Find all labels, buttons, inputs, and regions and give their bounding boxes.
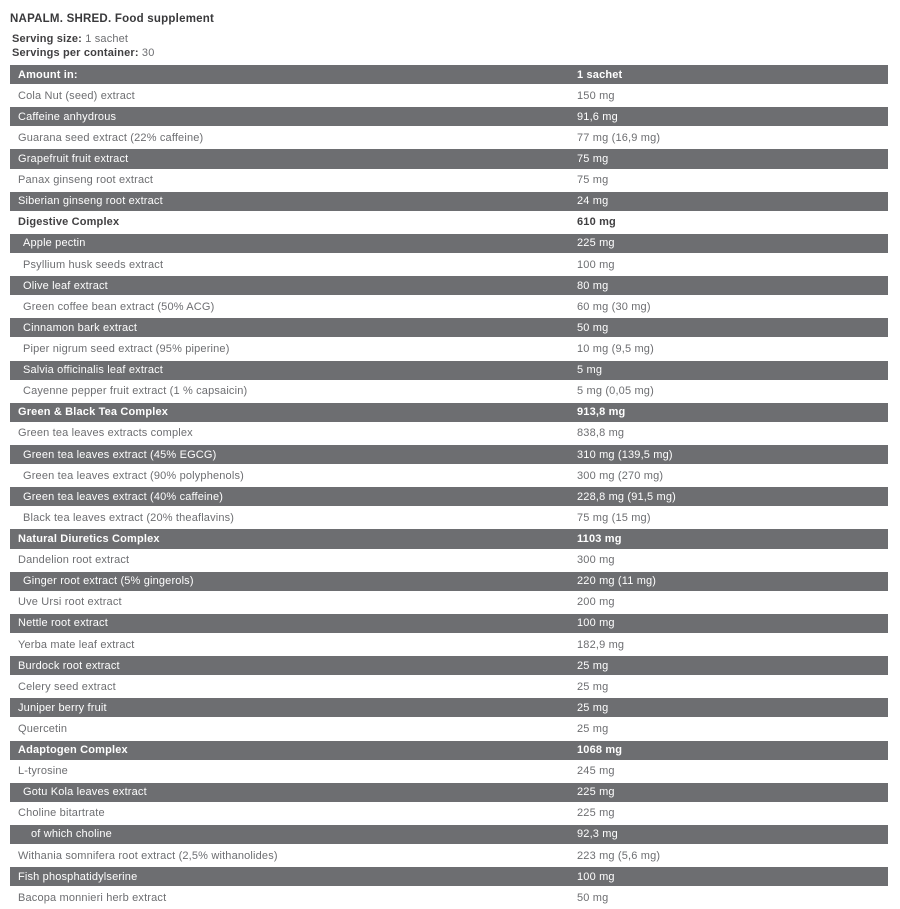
amount-value: 5 mg — [577, 364, 603, 377]
ingredient-label: Piper nigrum seed extract (95% piperine) — [23, 342, 230, 355]
amount-value: 25 mg — [577, 701, 609, 714]
amount-value: 100 mg — [577, 870, 615, 883]
table-row — [10, 571, 888, 592]
table-row — [10, 254, 888, 275]
ingredient-label: Grapefruit fruit extract — [18, 152, 129, 165]
ingredient-label: Psyllium husk seeds extract — [23, 258, 164, 271]
ingredient-label: Green & Black Tea Complex — [18, 406, 169, 419]
ingredient-label: Natural Diuretics Complex — [18, 532, 160, 545]
amount-value: 913,8 mg — [577, 406, 626, 419]
ingredient-label: Quercetin — [18, 722, 68, 735]
table-row — [10, 803, 888, 824]
amount-value: 25 mg — [577, 680, 609, 693]
table-row — [10, 170, 888, 191]
table-row — [10, 655, 888, 676]
ingredient-label: Apple pectin — [23, 237, 86, 250]
amount-value: 225 mg — [577, 237, 615, 250]
ingredient-label: L-tyrosine — [18, 765, 68, 778]
column-header-sachet: 1 sachet — [577, 68, 623, 81]
amount-value: 75 mg — [577, 174, 609, 187]
table-row — [10, 381, 888, 402]
ingredient-label: Choline bitartrate — [18, 807, 105, 820]
table-row — [10, 740, 888, 761]
ingredient-label: Caffeine anhydrous — [18, 110, 117, 123]
column-header-amount-in: Amount in: — [18, 68, 78, 81]
table-row — [10, 106, 888, 127]
table-row — [10, 465, 888, 486]
ingredient-label: Guarana seed extract (22% caffeine) — [18, 131, 204, 144]
servings-per-container-label: Servings per container: — [12, 46, 139, 59]
table-row — [10, 212, 888, 233]
table-row — [10, 360, 888, 381]
ingredient-label: Cayenne pepper fruit extract (1 % capsaicin) — [23, 385, 248, 398]
ingredient-label: Uve Ursi root extract — [18, 596, 122, 609]
table-row — [10, 296, 888, 317]
ingredient-label: Black tea leaves extract (20% theaflavins) — [23, 511, 235, 524]
amount-value: 1068 mg — [577, 744, 623, 757]
table-row — [10, 824, 888, 845]
table-row — [10, 866, 888, 887]
table-row — [10, 317, 888, 338]
amount-value: 100 mg — [577, 617, 615, 630]
servings-per-container-value: 30 — [141, 46, 155, 59]
amount-value: 24 mg — [577, 195, 609, 208]
amount-value: 1103 mg — [577, 532, 622, 545]
amount-value: 75 mg — [577, 152, 609, 165]
ingredient-label: Withania somnifera root extract (2,5% withanolides) — [18, 849, 278, 862]
table-row — [10, 423, 888, 444]
table-row — [10, 233, 888, 254]
table-row — [10, 444, 888, 465]
ingredient-label: Fish phosphatidylserine — [18, 870, 138, 883]
table-row — [10, 148, 888, 169]
ingredient-label: Green tea leaves extract (90% polyphenols) — [23, 469, 244, 482]
amount-value: 5 mg (0,05 mg) — [577, 385, 654, 398]
table-row — [10, 718, 888, 739]
amount-value: 220 mg (11 mg) — [577, 575, 657, 588]
table-row — [10, 613, 888, 634]
amount-value: 310 mg (139,5 mg) — [577, 448, 673, 461]
table-row — [10, 782, 888, 803]
amount-value: 245 mg — [577, 765, 615, 778]
ingredient-label: Adaptogen Complex — [18, 744, 128, 757]
table-row — [10, 592, 888, 613]
table-row — [10, 528, 888, 549]
amount-value: 150 mg — [577, 89, 615, 102]
table-row — [10, 486, 888, 507]
ingredient-label: Green tea leaves extract (40% caffeine) — [23, 490, 224, 503]
table-row — [10, 887, 888, 908]
amount-value: 25 mg — [577, 722, 609, 735]
table-row — [10, 191, 888, 212]
amount-value: 300 mg (270 mg) — [577, 469, 664, 482]
ingredient-label: Ginger root extract (5% gingerols) — [23, 575, 194, 588]
table-row — [10, 550, 888, 571]
amount-value: 838,8 mg — [577, 427, 625, 440]
ingredient-label: Salvia officinalis leaf extract — [23, 364, 164, 377]
ingredient-label: Yerba mate leaf extract — [18, 638, 135, 651]
ingredient-label: Green tea leaves extract (45% EGCG) — [23, 448, 217, 461]
table-row — [10, 275, 888, 296]
amount-value: 25 mg — [577, 659, 609, 672]
ingredient-label: Siberian ginseng root extract — [18, 195, 163, 208]
table-row — [10, 634, 888, 655]
amount-value: 92,3 mg — [577, 828, 618, 841]
servings-per-container-line — [12, 47, 154, 61]
table-row — [10, 507, 888, 528]
ingredient-label: Juniper berry fruit — [18, 701, 107, 714]
amount-value: 223 mg (5,6 mg) — [577, 849, 661, 862]
amount-value: 182,9 mg — [577, 638, 625, 651]
ingredient-label: Cinnamon bark extract — [23, 321, 138, 334]
serving-size-value: 1 sachet — [85, 33, 129, 45]
amount-value: 200 mg — [577, 596, 615, 609]
amount-value: 80 mg — [577, 279, 609, 292]
amount-value: 75 mg (15 mg) — [577, 511, 651, 524]
serving-size-line — [12, 33, 154, 47]
ingredient-label: Olive leaf extract — [23, 279, 108, 292]
amount-value: 77 mg (16,9 mg) — [577, 131, 661, 144]
table-body — [10, 85, 888, 908]
amount-value: 100 mg — [577, 258, 615, 271]
ingredient-label: Digestive Complex — [18, 216, 120, 229]
table-row — [10, 402, 888, 423]
ingredient-label: Cola Nut (seed) extract — [18, 89, 135, 102]
ingredient-label: Dandelion root extract — [18, 554, 130, 567]
serving-size-label: Serving size: — [12, 33, 83, 45]
ingredient-label: Green tea leaves extracts complex — [18, 427, 193, 440]
amount-value: 300 mg — [577, 554, 615, 567]
ingredient-label: Gotu Kola leaves extract — [23, 786, 147, 799]
ingredient-label: Bacopa monnieri herb extract — [18, 891, 167, 904]
ingredient-label: Green coffee bean extract (50% ACG) — [23, 300, 215, 313]
table-row — [10, 676, 888, 697]
facts-table — [10, 64, 888, 908]
amount-value: 225 mg — [577, 807, 615, 820]
serving-info — [12, 33, 154, 60]
amount-value: 225 mg — [577, 786, 615, 799]
table-row — [10, 85, 888, 106]
table-row — [10, 127, 888, 148]
amount-value: 60 mg (30 mg) — [577, 300, 651, 313]
amount-value: 50 mg — [577, 321, 609, 334]
table-header-row — [10, 64, 888, 85]
ingredient-label: Burdock root extract — [18, 659, 120, 672]
amount-value: 228,8 mg (91,5 mg) — [577, 490, 676, 503]
ingredient-label: Panax ginseng root extract — [18, 174, 154, 187]
amount-value: 50 mg — [577, 891, 609, 904]
amount-value: 610 mg — [577, 216, 616, 229]
table-row — [10, 338, 888, 359]
ingredient-label: of which choline — [31, 828, 112, 841]
table-row — [10, 845, 888, 866]
ingredient-label: Celery seed extract — [18, 680, 116, 693]
ingredient-label: Nettle root extract — [18, 617, 108, 630]
page-title: NAPALM. SHRED. Food supplement — [10, 13, 215, 25]
amount-value: 91,6 mg — [577, 110, 618, 123]
table-row — [10, 697, 888, 718]
table-row — [10, 761, 888, 782]
amount-value: 10 mg (9,5 mg) — [577, 342, 654, 355]
